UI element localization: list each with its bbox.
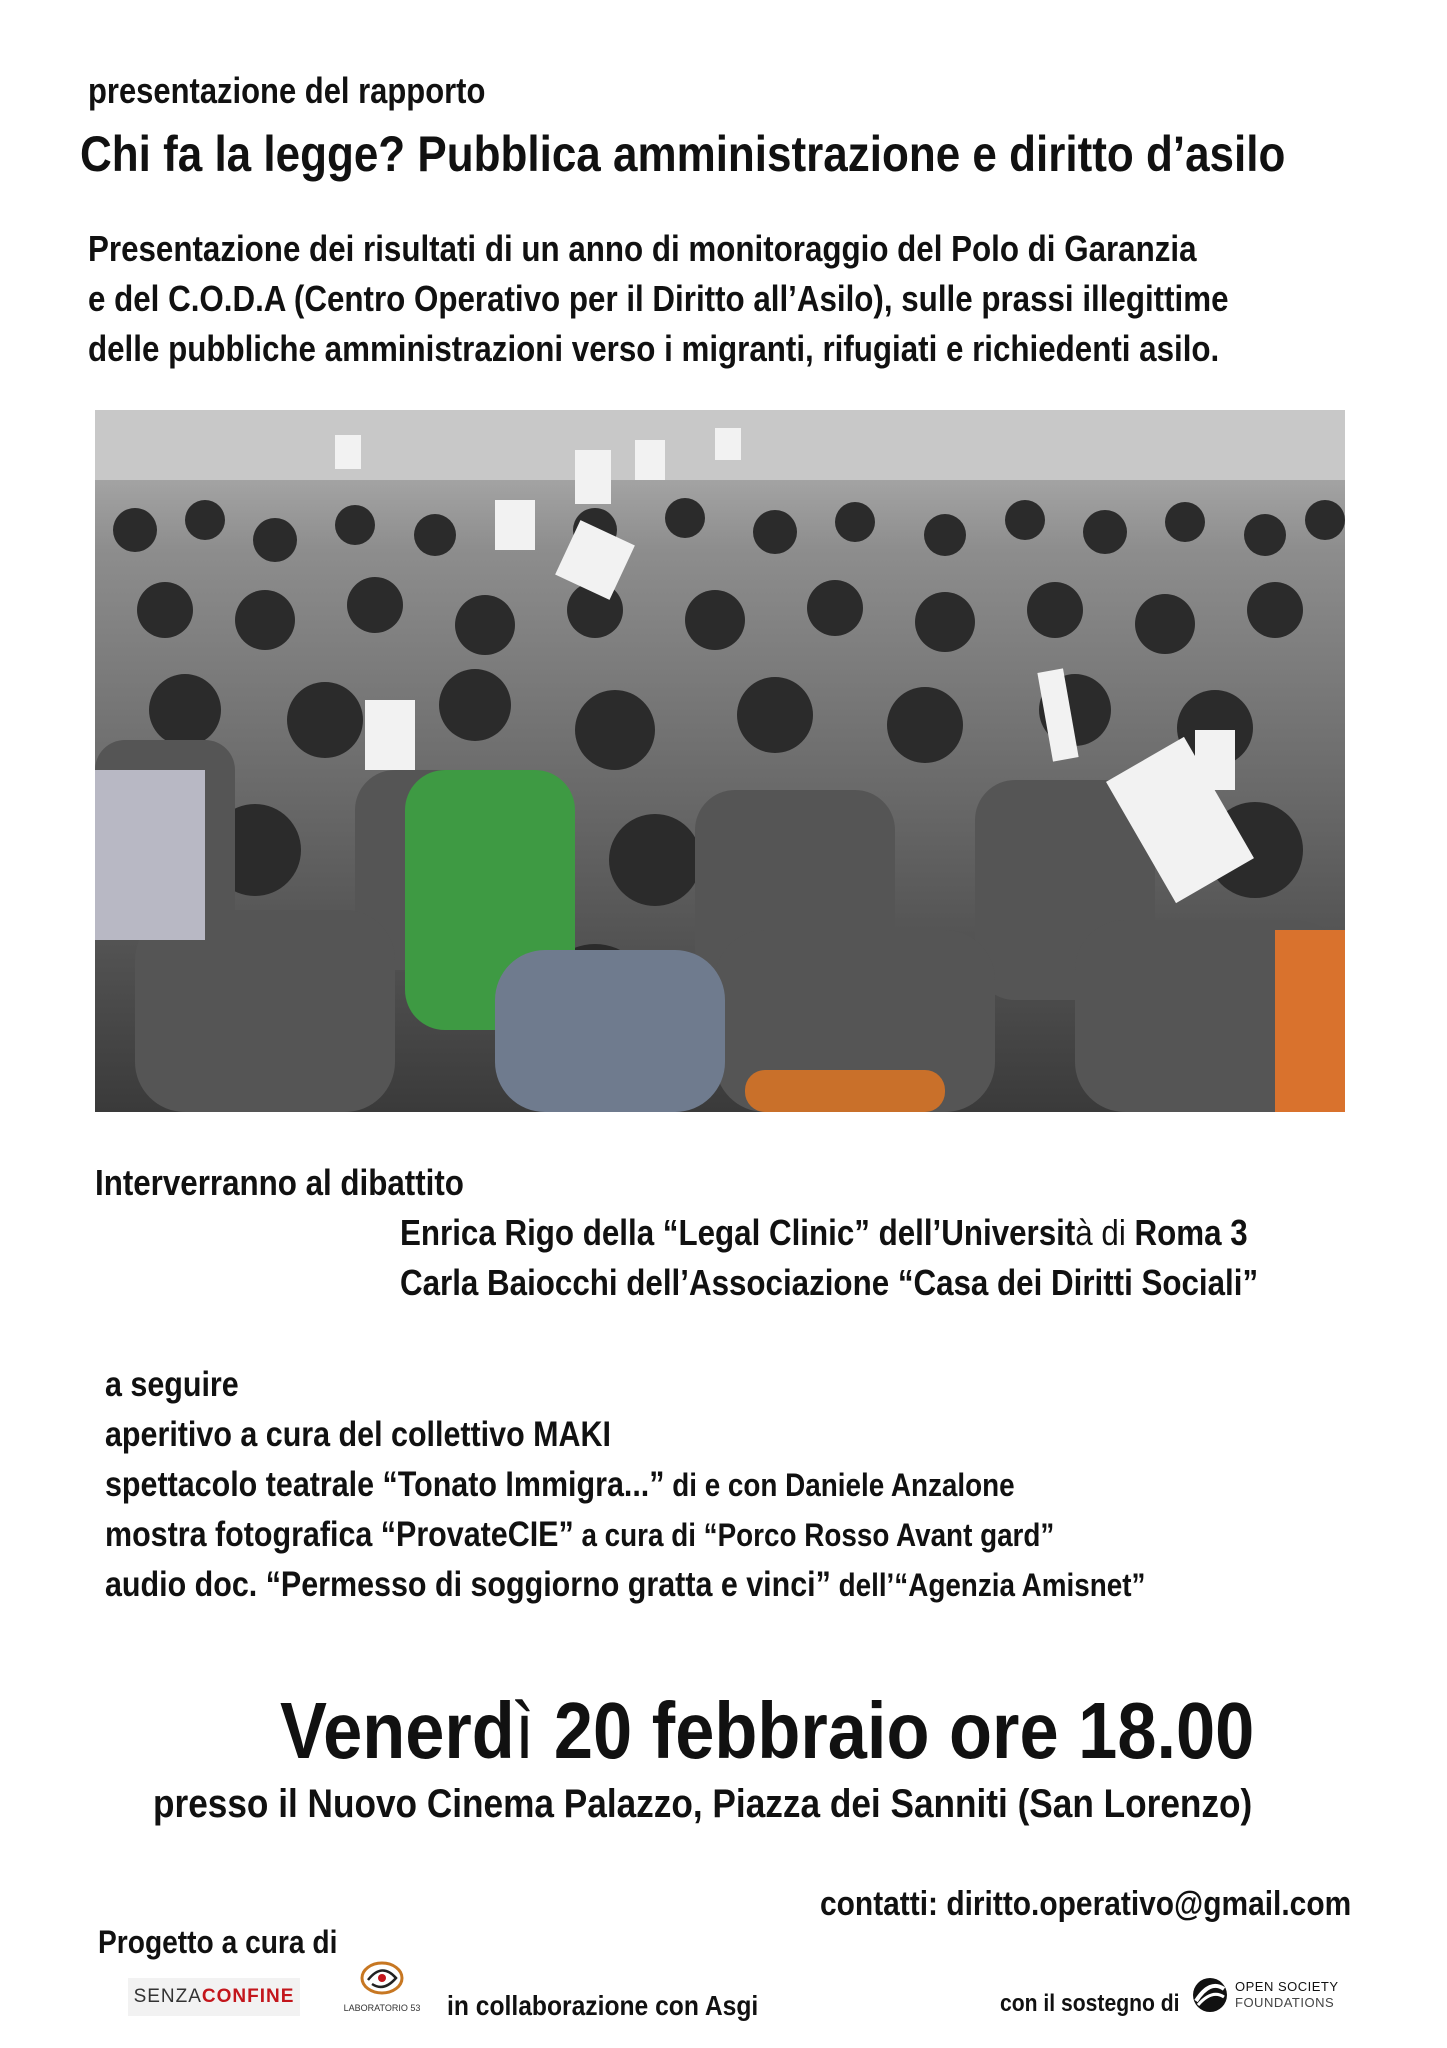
speaker-1-name: Enrica Rigo della “Legal Clinic” dell’Universit [400,1212,1076,1253]
open-society-emblem-icon [1190,1975,1230,2015]
program-item-2-title: spettacolo teatrale “Tonato Immigra...” [105,1465,665,1504]
event-date-day: Venerd [280,1686,515,1775]
program-item-4-title: audio doc. “Permesso di soggiorno gratta e vinci” [105,1565,831,1604]
program-item-4-detail: dell’“Agenzia Amisnet” [830,1567,1146,1603]
senzaconfine-logo-a: SENZA [133,1986,202,2007]
senzaconfine-logo [128,1978,300,2016]
contacts-email[interactable]: contatti: diritto.operativo@gmail.com [820,1885,1352,1923]
intro-line-2: e del C.O.D.A (Centro Operativo per il Diritto all’Asilo), sulle prassi illegittime [88,278,1229,319]
support-text: con il sostegno di [1000,1990,1180,2017]
speaker-1-city: Roma 3 [1134,1212,1248,1253]
laboratorio53-logo [338,1958,426,2018]
program-item-2-detail: di e con Daniele Anzalone [664,1467,1015,1503]
open-society-line-1: OPEN SOCIETY [1235,1979,1339,1994]
event-venue: presso il Nuovo Cinema Palazzo, Piazza dei Sanniti (San Lorenzo) [153,1782,1253,1826]
page-title: Chi fa la legge? Pubblica amministrazione e diritto d’asilo [80,126,1286,182]
speakers-heading: Interverranno al dibattito [95,1162,464,1203]
event-date-accent: ì [514,1686,535,1775]
program-item-2 [105,1465,1151,1505]
speaker-1-connector: à di [1075,1212,1135,1253]
program-item-4 [105,1565,1301,1605]
event-date-time: 20 febbraio ore 18.00 [534,1686,1255,1775]
open-society-logo [1190,1975,1350,2021]
progetto-label: Progetto a cura di [98,1924,338,1960]
speaker-2: Carla Baiocchi dell’Associazione “Casa dei Diritti Sociali” [400,1262,1259,1303]
program-item-1: aperitivo a cura del collettivo MAKI [105,1415,611,1454]
program-item-3-title: mostra fotografica “ProvateCIE” [105,1515,574,1554]
program-heading: a seguire [105,1365,239,1404]
intro-line-3: delle pubbliche amministrazioni verso i migranti, rifugiati e richiedenti asilo. [88,328,1220,369]
laboratorio53-label: LABORATORIO 53 [343,2003,421,2013]
program-item-3-detail: a cura di “Porco Rosso Avant gard” [573,1517,1055,1553]
intro-line-1: Presentazione dei risultati di un anno di monitoraggio del Polo di Garanzia [88,228,1197,269]
program-item-3 [105,1515,1196,1555]
speaker-1 [400,1212,1374,1254]
senzaconfine-logo-b: CONFINE [201,1986,295,2007]
collaboration-text: in collaborazione con Asgi [447,1990,759,2021]
kicker-text: presentazione del rapporto [88,70,486,111]
event-date [280,1685,1387,1777]
open-society-line-2: FOUNDATIONS [1235,1995,1335,2010]
protest-photo [95,410,1345,1112]
laboratorio53-emblem-icon [352,1958,412,1998]
